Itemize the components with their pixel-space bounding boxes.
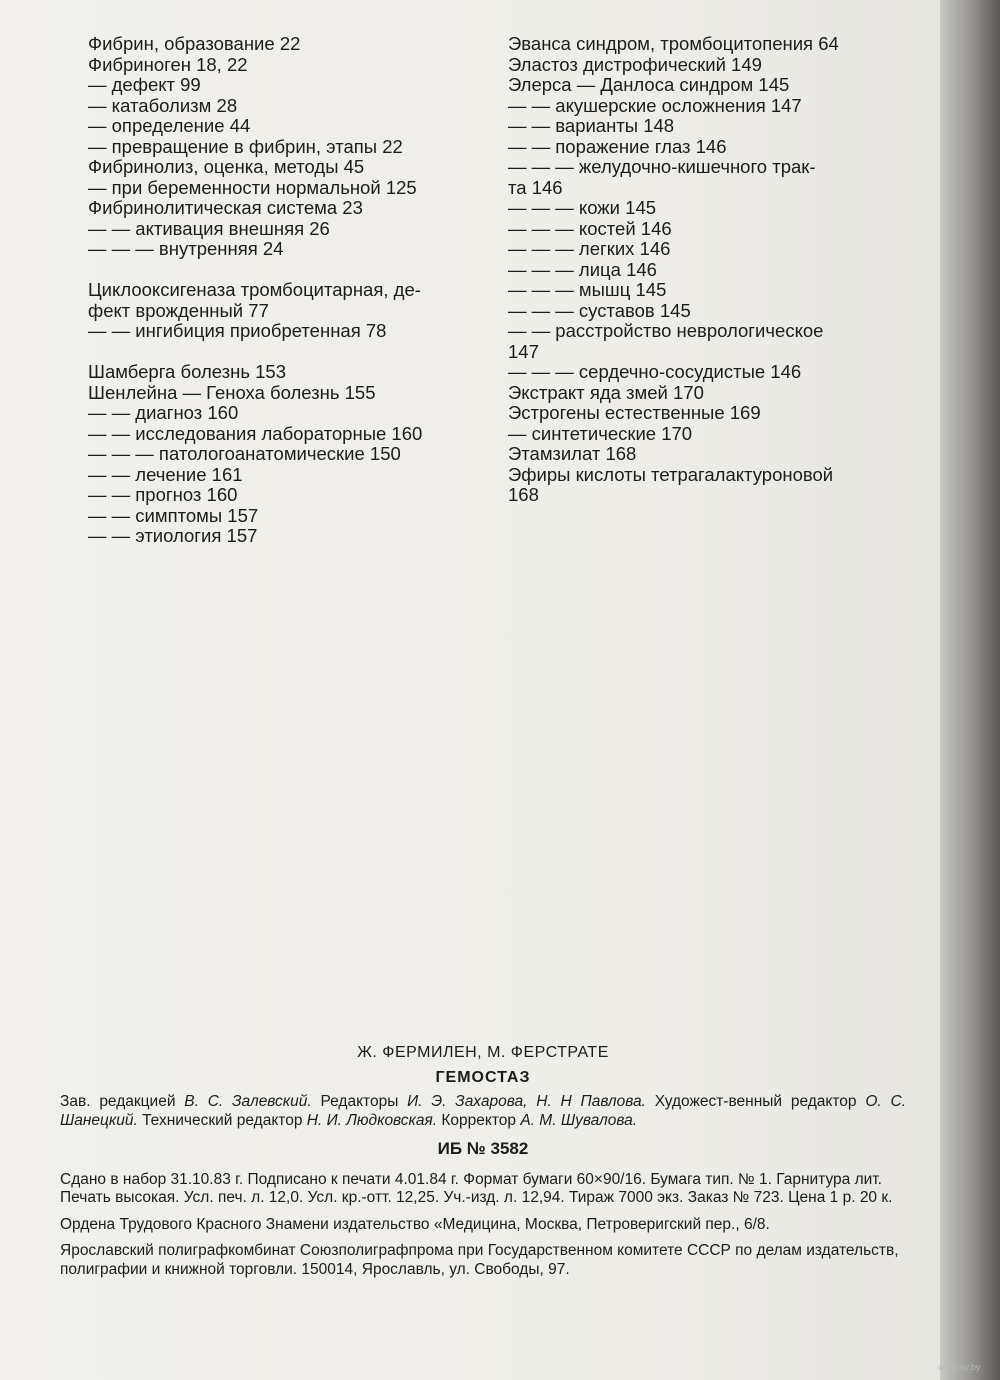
index-entry: — — — лица 146 [508, 258, 657, 280]
index-entry: — — акушерские осложнения 147 [508, 94, 802, 116]
credit-name: И. Э. Захарова, Н. Н Павлова. [407, 1093, 646, 1110]
book-gutter-shadow [940, 0, 1000, 1380]
book-title: ГЕМОСТАЗ [435, 1068, 531, 1086]
index-entry: — — — сердечно-сосудистые 146 [508, 361, 802, 382]
ib-number: ИБ № 3582 [437, 1139, 529, 1158]
credit-label: Художест-венный редактор [645, 1093, 866, 1110]
credit-name: А. М. Шувалова. [520, 1111, 638, 1129]
index-entry: — дефект 99 [88, 74, 201, 95]
index-entry: Эластоз дистрофический 149 [508, 53, 762, 75]
index-entry: — катаболизм 28 [88, 94, 238, 116]
index-entry: Этамзилат 168 [508, 443, 637, 464]
publisher-info: Ордена Трудового Красного Знамени издательство «Медицина, Москва, Петроверигский пер., 6/8. [60, 1215, 770, 1233]
colophon [60, 1044, 906, 1287]
index-entry: — — варианты 148 [508, 115, 675, 136]
index-entry: Эванса синдром, тромбоцитопения 64 [508, 33, 839, 54]
watermark: www.ay.by [938, 1362, 981, 1372]
index-entry: — — — мышц 145 [508, 279, 667, 300]
index-entry: — — — легких 146 [508, 238, 671, 259]
printer-info: Ярославский полиграфкомбинат Союзполиграфпрома при Государственном комитете СССР по делам издательств, полиграфии и книжной торговли. 150014, Ярославль, ул. Свободы, 97. [60, 1242, 899, 1278]
index-entry: — — активация внешняя 26 [88, 217, 330, 239]
credit-label: Редакторы [311, 1093, 408, 1110]
index-entry: Шенлейна — Геноха болезнь 155 [88, 381, 376, 403]
index-entry: Эфиры кислоты тетрагалактуроновой [508, 463, 834, 485]
index-entry: — — диагноз 160 [88, 402, 239, 423]
index-entry: Эстрогены естественные 169 [508, 402, 761, 423]
production-details: Сдано в набор 31.10.83 г. Подписано к печати 4.01.84 г. Формат бумаги 60×90/16. Бумага тип. № 1. Гарнитура лит. Печать высокая. Усл. печ. л. 12,0. Усл. кр.-отт. 12,25. Уч.-изд. л. 12,94. Тираж 7000 экз. Заказ № 723. Цена 1 р. 20 к. [60, 1170, 893, 1206]
index-entry: — — — суставов 145 [508, 299, 691, 321]
index-entry: — — поражение глаз 146 [508, 135, 727, 157]
index-entry: — — ингибиция приобретенная 78 [88, 320, 387, 341]
editorial-credits [60, 1093, 906, 1130]
index-entry: — синтетические 170 [508, 422, 693, 444]
index-entry: Фибринолиз, оценка, методы 45 [88, 156, 365, 177]
index-entry: — — расстройство неврологическое [508, 320, 824, 341]
index-column-right [508, 34, 900, 506]
index-entry: — — — кожи 145 [508, 197, 657, 218]
index-entry: — — — внутренняя 24 [88, 238, 284, 259]
credit-name: Н. И. Людковская. [306, 1111, 438, 1129]
index-entry: Фибрин, образование 22 [88, 33, 301, 54]
index-spacer [88, 342, 488, 363]
index-entry: Экстракт яда змей 170 [508, 381, 704, 403]
index-entry: Циклооксигеназа тромбоцитарная, де- [88, 279, 421, 300]
credit-name: В. С. Залевский. [184, 1093, 312, 1110]
index-entry: — при беременности нормальной 125 [88, 176, 417, 198]
index-entry: Элерса — Данлоса синдром 145 [508, 74, 790, 95]
credit-label: Корректор [437, 1111, 521, 1129]
index-spacer [88, 260, 488, 281]
credit-label: Технический редактор [137, 1111, 307, 1129]
credit-label: Зав. редакцией [60, 1093, 185, 1110]
index-entry: Шамберга болезнь 153 [88, 361, 286, 382]
index-entry: — — прогноз 160 [88, 484, 238, 505]
index-entry: — — — желудочно-кишечного трак- [508, 156, 816, 177]
index-column-left [88, 34, 488, 547]
index-entry: Фибриноген 18, 22 [88, 53, 248, 75]
index-entry: — — лечение 161 [88, 463, 243, 485]
index-entry: 147 [508, 340, 539, 362]
index-entry: — — — костей 146 [508, 217, 672, 239]
index-entry: — — — патологоанатомические 150 [88, 443, 401, 464]
credit-name: О. С. Шанецкий. [60, 1093, 906, 1129]
index-entry: 168 [508, 484, 539, 505]
authors: Ж. ФЕРМИЛЕН, М. ФЕРСТРАТЕ [357, 1044, 609, 1061]
index-entry: — — исследования лабораторные 160 [88, 422, 423, 444]
index-entry: — превращение в фибрин, этапы 22 [88, 135, 403, 157]
index-entry: — — этиология 157 [88, 525, 258, 546]
index-entry: — определение 44 [88, 115, 251, 136]
index-entry: — — симптомы 157 [88, 504, 259, 526]
index-entry: Фибринолитическая система 23 [88, 197, 363, 218]
index-entry: фект врожденный 77 [88, 299, 269, 321]
index-entry: та 146 [508, 176, 563, 198]
